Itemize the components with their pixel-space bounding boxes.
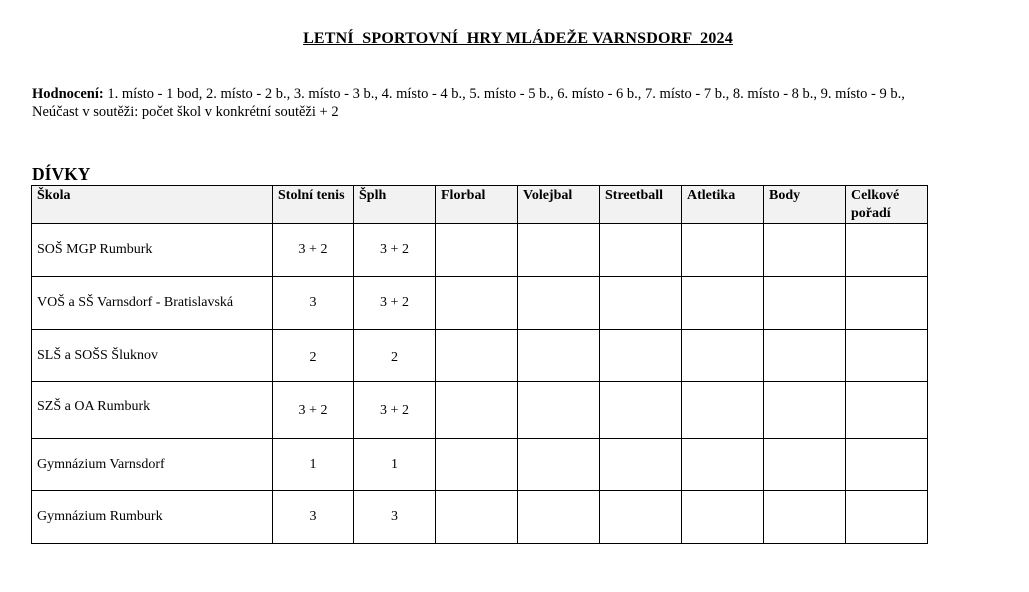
cell-rope-climb: 1 xyxy=(354,439,436,491)
cell-points xyxy=(764,491,846,544)
header-floorball: Florbal xyxy=(436,186,518,224)
rating-line-2: Neúčast v soutěži: počet škol v konkrétní soutěži + 2 xyxy=(32,104,339,120)
cell-floorball xyxy=(436,491,518,544)
cell-points xyxy=(764,439,846,491)
cell-rope-climb: 3 xyxy=(354,491,436,544)
cell-school: Gymnázium Rumburk xyxy=(32,491,273,544)
table-row xyxy=(32,330,928,382)
cell-floorball xyxy=(436,277,518,330)
cell-floorball xyxy=(436,330,518,382)
cell-school: SLŠ a SOŠS Šluknov xyxy=(32,330,273,382)
cell-streetball xyxy=(600,277,682,330)
cell-school: Gymnázium Varnsdorf xyxy=(32,439,273,491)
header-athletics: Atletika xyxy=(682,186,764,224)
results-table xyxy=(31,185,928,544)
cell-rope-climb: 3 + 2 xyxy=(354,277,436,330)
rating-line-1 xyxy=(32,85,1022,103)
header-rope-climb: Šplh xyxy=(354,186,436,224)
cell-volleyball xyxy=(518,382,600,439)
cell-streetball xyxy=(600,382,682,439)
table-row xyxy=(32,224,928,277)
cell-overall xyxy=(846,382,928,439)
header-streetball: Streetball xyxy=(600,186,682,224)
cell-points xyxy=(764,224,846,277)
cell-school: SZŠ a OA Rumburk xyxy=(32,382,273,439)
header-school: Škola xyxy=(32,186,273,224)
cell-rope-climb: 3 + 2 xyxy=(354,224,436,277)
cell-streetball xyxy=(600,491,682,544)
cell-volleyball xyxy=(518,330,600,382)
rating-rules xyxy=(32,85,1022,121)
cell-volleyball xyxy=(518,277,600,330)
table-row xyxy=(32,277,928,330)
header-volleyball: Volejbal xyxy=(518,186,600,224)
cell-athletics xyxy=(682,224,764,277)
header-points: Body xyxy=(764,186,846,224)
cell-points xyxy=(764,330,846,382)
cell-floorball xyxy=(436,439,518,491)
table-row xyxy=(32,439,928,491)
cell-streetball xyxy=(600,224,682,277)
cell-table-tennis: 3 xyxy=(273,277,354,330)
cell-table-tennis: 3 + 2 xyxy=(273,382,354,439)
cell-table-tennis: 3 xyxy=(273,491,354,544)
cell-overall xyxy=(846,277,928,330)
header-overall: Celkové pořadí xyxy=(846,186,928,224)
cell-floorball xyxy=(436,382,518,439)
cell-rope-climb: 2 xyxy=(354,330,436,382)
cell-overall xyxy=(846,224,928,277)
cell-athletics xyxy=(682,382,764,439)
cell-floorball xyxy=(436,224,518,277)
cell-points xyxy=(764,382,846,439)
cell-athletics xyxy=(682,439,764,491)
cell-streetball xyxy=(600,330,682,382)
cell-athletics xyxy=(682,277,764,330)
cell-volleyball xyxy=(518,224,600,277)
cell-streetball xyxy=(600,439,682,491)
cell-overall xyxy=(846,439,928,491)
cell-table-tennis: 2 xyxy=(273,330,354,382)
table-header-row xyxy=(32,186,928,224)
cell-rope-climb: 3 + 2 xyxy=(354,382,436,439)
header-table-tennis: Stolní tenis xyxy=(273,186,354,224)
table-row xyxy=(32,491,928,544)
cell-volleyball xyxy=(518,439,600,491)
cell-table-tennis: 3 + 2 xyxy=(273,224,354,277)
rating-points-text: 1. místo - 1 bod, 2. místo - 2 b., 3. místo - 3 b., 4. místo - 4 b., 5. místo - 5 b., 6. místo - 6 b., 7. místo - 7 b., 8. místo - 8 b., 9. místo - 9 b., xyxy=(103,86,905,102)
cell-school: SOŠ MGP Rumburk xyxy=(32,224,273,277)
cell-athletics xyxy=(682,330,764,382)
rating-label: Hodnocení: xyxy=(32,86,104,102)
cell-points xyxy=(764,277,846,330)
cell-school: VOŠ a SŠ Varnsdorf - Bratislavská xyxy=(32,277,273,330)
cell-overall xyxy=(846,330,928,382)
section-title-girls: DÍVKY xyxy=(32,164,91,184)
document-title: LETNÍ SPORTOVNÍ HRY MLÁDEŽE VARNSDORF 2024 xyxy=(303,30,733,47)
cell-table-tennis: 1 xyxy=(273,439,354,491)
cell-overall xyxy=(846,491,928,544)
table-row xyxy=(32,382,928,439)
cell-volleyball xyxy=(518,491,600,544)
cell-athletics xyxy=(682,491,764,544)
